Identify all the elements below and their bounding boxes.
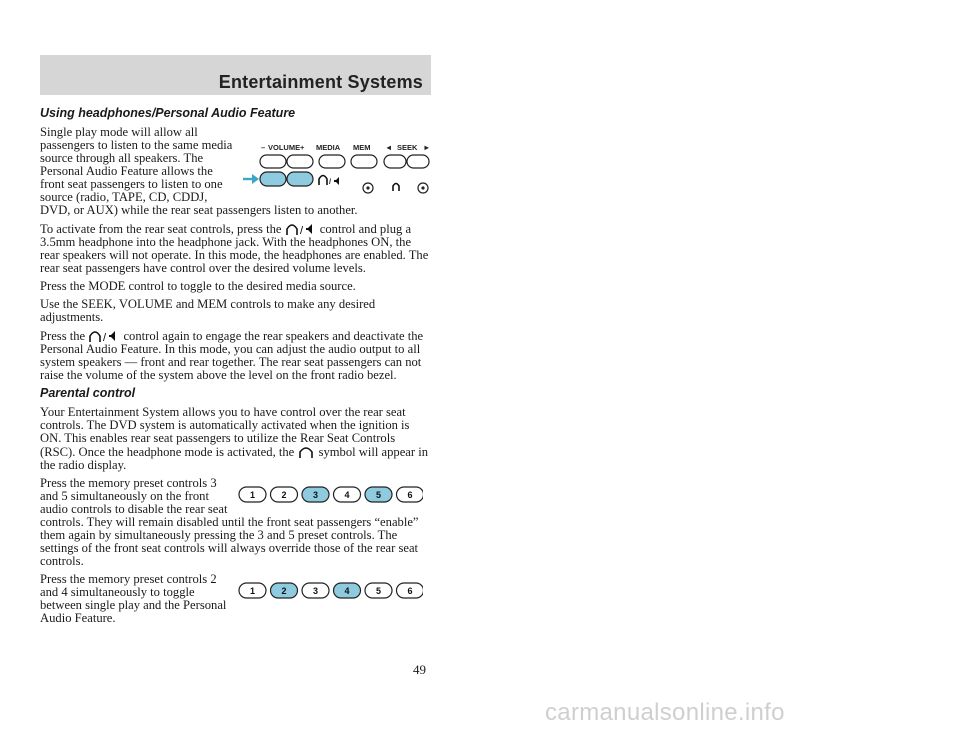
preset-button-4 xyxy=(334,487,361,502)
speaker-icon xyxy=(334,177,339,185)
headphone-speaker-icon xyxy=(88,329,120,343)
paragraph-activate: To activate from the rear seat controls, press the / control and plug a 3.5mm headphone into the headphone jack. With the headphones ON, the rear speakers will not operate. In this mode, the headphones are enabled. The rear seat passengers have control over the desired volume levels. xyxy=(40,222,429,275)
seek-right-arrow: ► xyxy=(423,143,431,152)
svg-text:/: / xyxy=(329,177,332,186)
volume-minus-label: – xyxy=(261,143,266,152)
preset-button-6 xyxy=(397,487,424,502)
preset-figure-3-5 xyxy=(237,483,423,513)
volume-down-button xyxy=(260,155,286,168)
volume-up-button xyxy=(287,155,313,168)
svg-text:/: / xyxy=(299,225,303,236)
preset-button-label: 5 xyxy=(375,586,382,596)
media-button xyxy=(319,155,345,168)
paragraph-seek-volume: Use the SEEK, VOLUME and MEM controls to make any desired adjustments. xyxy=(40,297,376,324)
headphones-icon xyxy=(297,445,315,459)
headphone-toggle-button-left xyxy=(260,172,286,186)
preset-button-2 xyxy=(271,583,298,598)
preset-button-label: 4 xyxy=(344,586,350,596)
headphone-speaker-icon xyxy=(285,222,317,236)
preset-figure-2-4 xyxy=(237,579,423,609)
volume-plus-label: + xyxy=(300,143,305,152)
paragraph-mode: Press the MODE control to toggle to the desired media source. xyxy=(40,279,356,293)
paragraph-toggle-play: Press the memory preset controls 2 and 4 simultaneously to toggle between single play and the Personal Audio Feature. xyxy=(40,572,227,625)
preset-button-5 xyxy=(365,583,392,598)
preset-button-3 xyxy=(302,583,329,598)
watermark-text: carmanualsonline.info xyxy=(545,699,785,726)
preset-button-label: 6 xyxy=(407,490,413,500)
headphone-jack-icon xyxy=(393,184,399,192)
headphone-toggle-button-right xyxy=(287,172,313,186)
paragraph-press-again: Press the / control again to engage the rear speakers and deactivate the Personal Audio Feature. In this mode, you can adjust the audio output to all system speakers — front and rear together. The rear seat passengers can not raise the volume of the system above the level on the front radio bezel. xyxy=(40,329,424,382)
preset-button-1 xyxy=(239,583,266,598)
headphones-icon xyxy=(319,176,327,186)
seek-up-button xyxy=(407,155,429,168)
seek-left-arrow: ◄ xyxy=(385,143,393,152)
paragraph-parental-intro: Your Entertainment System allows you to have control over the rear seat controls. The DVD system is automatically activated when the ignition is ON. This enables rear seat passengers to utilize the Rear Seat Controls (RSC). Once the headphone mode is activated, the symbol will appear in the radio display. xyxy=(40,405,429,472)
rear-seat-controls-figure xyxy=(243,139,431,199)
volume-label: VOLUME xyxy=(268,143,301,152)
page-number: 49 xyxy=(413,662,426,677)
mem-label: MEM xyxy=(353,143,371,152)
preset-button-label: 1 xyxy=(249,586,256,596)
media-label: MEDIA xyxy=(316,143,341,152)
paragraph-disable-rsc: Press the memory preset controls 3 and 5 simultaneously on the front audio controls to disable the rear seat controls. They will remain disabled until the front seat passengers “enable” them again by simultaneously pressing the 3 and 5 preset controls. The settings of the front seat controls will always override those of the rear seat controls. xyxy=(40,476,419,568)
mem-button xyxy=(351,155,377,168)
svg-text:/: / xyxy=(103,332,107,343)
section-heading-headphones: Using headphones/Personal Audio Feature xyxy=(40,106,296,120)
preset-button-3 xyxy=(302,487,329,502)
preset-button-label: 2 xyxy=(281,586,287,596)
preset-button-5 xyxy=(365,487,392,502)
section-heading-parental: Parental control xyxy=(40,386,136,400)
preset-button-label: 1 xyxy=(249,490,256,500)
preset-button-label: 5 xyxy=(375,490,382,500)
seek-label: SEEK xyxy=(397,143,418,152)
preset-button-2 xyxy=(271,487,298,502)
seek-down-button xyxy=(384,155,406,168)
page-title: Entertainment Systems xyxy=(218,72,423,92)
preset-button-label: 3 xyxy=(312,586,319,596)
preset-button-label: 2 xyxy=(281,490,287,500)
preset-button-1 xyxy=(239,487,266,502)
header-band xyxy=(40,55,431,95)
preset-button-label: 3 xyxy=(312,490,319,500)
preset-button-label: 4 xyxy=(344,490,350,500)
preset-button-label: 6 xyxy=(407,586,413,596)
page-content xyxy=(40,107,431,630)
preset-button-6 xyxy=(397,583,424,598)
paragraph-single-play: Single play mode will allow all passengers to listen to the same media source through all speakers. The Personal Audio Feature allows the front seat passengers to listen to one source (radio, TAPE, CD, CDDJ, DVD, or AUX) while the rear seat passengers listen to another. xyxy=(40,125,358,217)
preset-button-4 xyxy=(334,583,361,598)
